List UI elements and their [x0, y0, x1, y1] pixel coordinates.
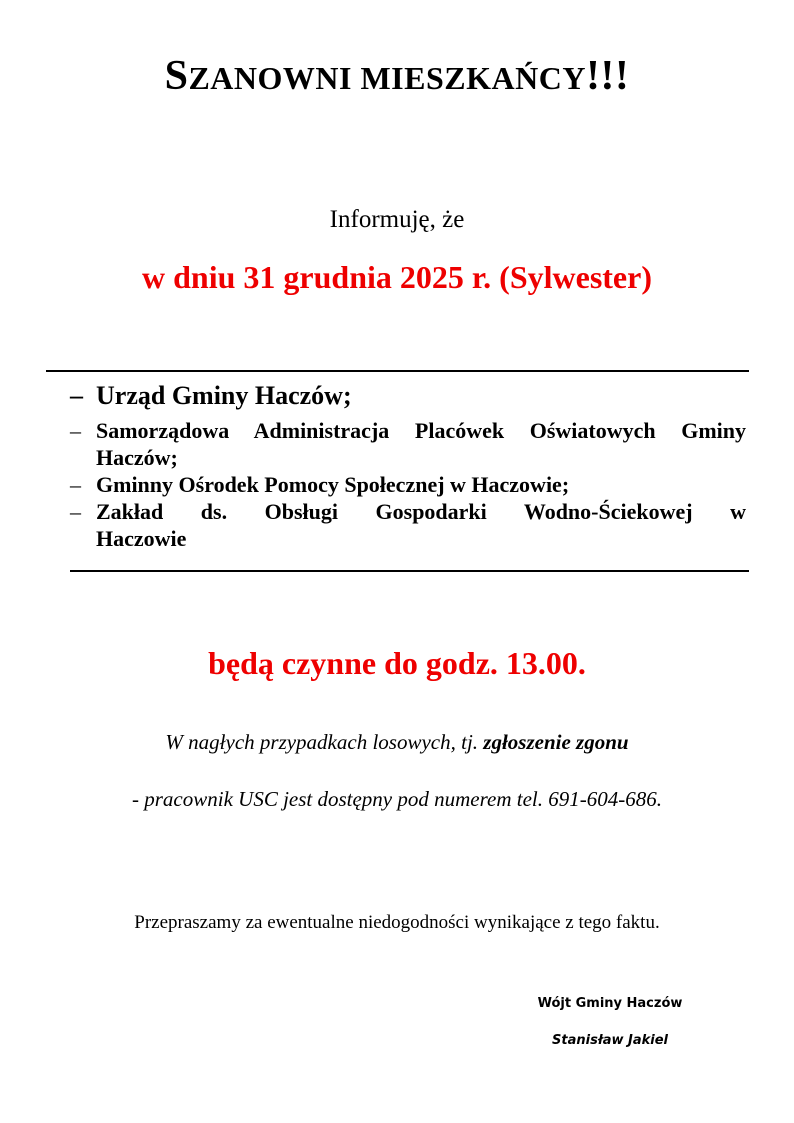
title-exclamations: !!! [585, 53, 630, 99]
institutions-list [70, 378, 746, 552]
emergency-prefix: W nagłych przypadkach losowych, tj. [165, 730, 484, 754]
dash-bullet: – [70, 418, 81, 443]
title-rest: ZANOWNI MIESZKAŃCY [188, 60, 586, 96]
apology-text: Przepraszamy za ewentualne niedogodności wynikające z tego faktu. [134, 912, 660, 933]
institution-item [70, 417, 746, 471]
dash-bullet: – [70, 472, 81, 497]
title-initial: S [164, 53, 189, 99]
emergency-bold: zgłoszenie zgonu [483, 730, 629, 754]
signature-name: Stanisław Jakiel [552, 1033, 668, 1048]
bottom-divider [70, 570, 749, 572]
institution-name: Samorządowa Administracja Placówek Oświatowych Gminy Haczów; [96, 418, 746, 470]
notice-title [0, 50, 794, 104]
dash-bullet: – [70, 499, 81, 524]
institution-item [70, 378, 746, 414]
phone-line: - pracownik USC jest dostępny pod numerem tel. 691-604-686. [132, 787, 662, 811]
date-line: w dniu 31 grudnia 2025 r. (Sylwester) [142, 259, 652, 295]
signature-title: Wójt Gminy Haczów [537, 996, 683, 1011]
institution-name: Urząd Gminy Haczów; [96, 381, 352, 410]
top-divider [46, 370, 749, 372]
institution-item [70, 498, 746, 552]
emergency-note [0, 728, 794, 756]
institution-item [70, 471, 746, 498]
intro-text: Informuję, że [329, 206, 465, 233]
institution-name: Zakład ds. Obsługi Gospodarki Wodno-Ściekowej w Haczowie [96, 499, 746, 551]
dash-bullet: – [70, 381, 83, 410]
hours-line: będą czynne do godz. 13.00. [208, 645, 586, 681]
institution-name: Gminny Ośrodek Pomocy Społecznej w Haczowie; [96, 472, 570, 497]
